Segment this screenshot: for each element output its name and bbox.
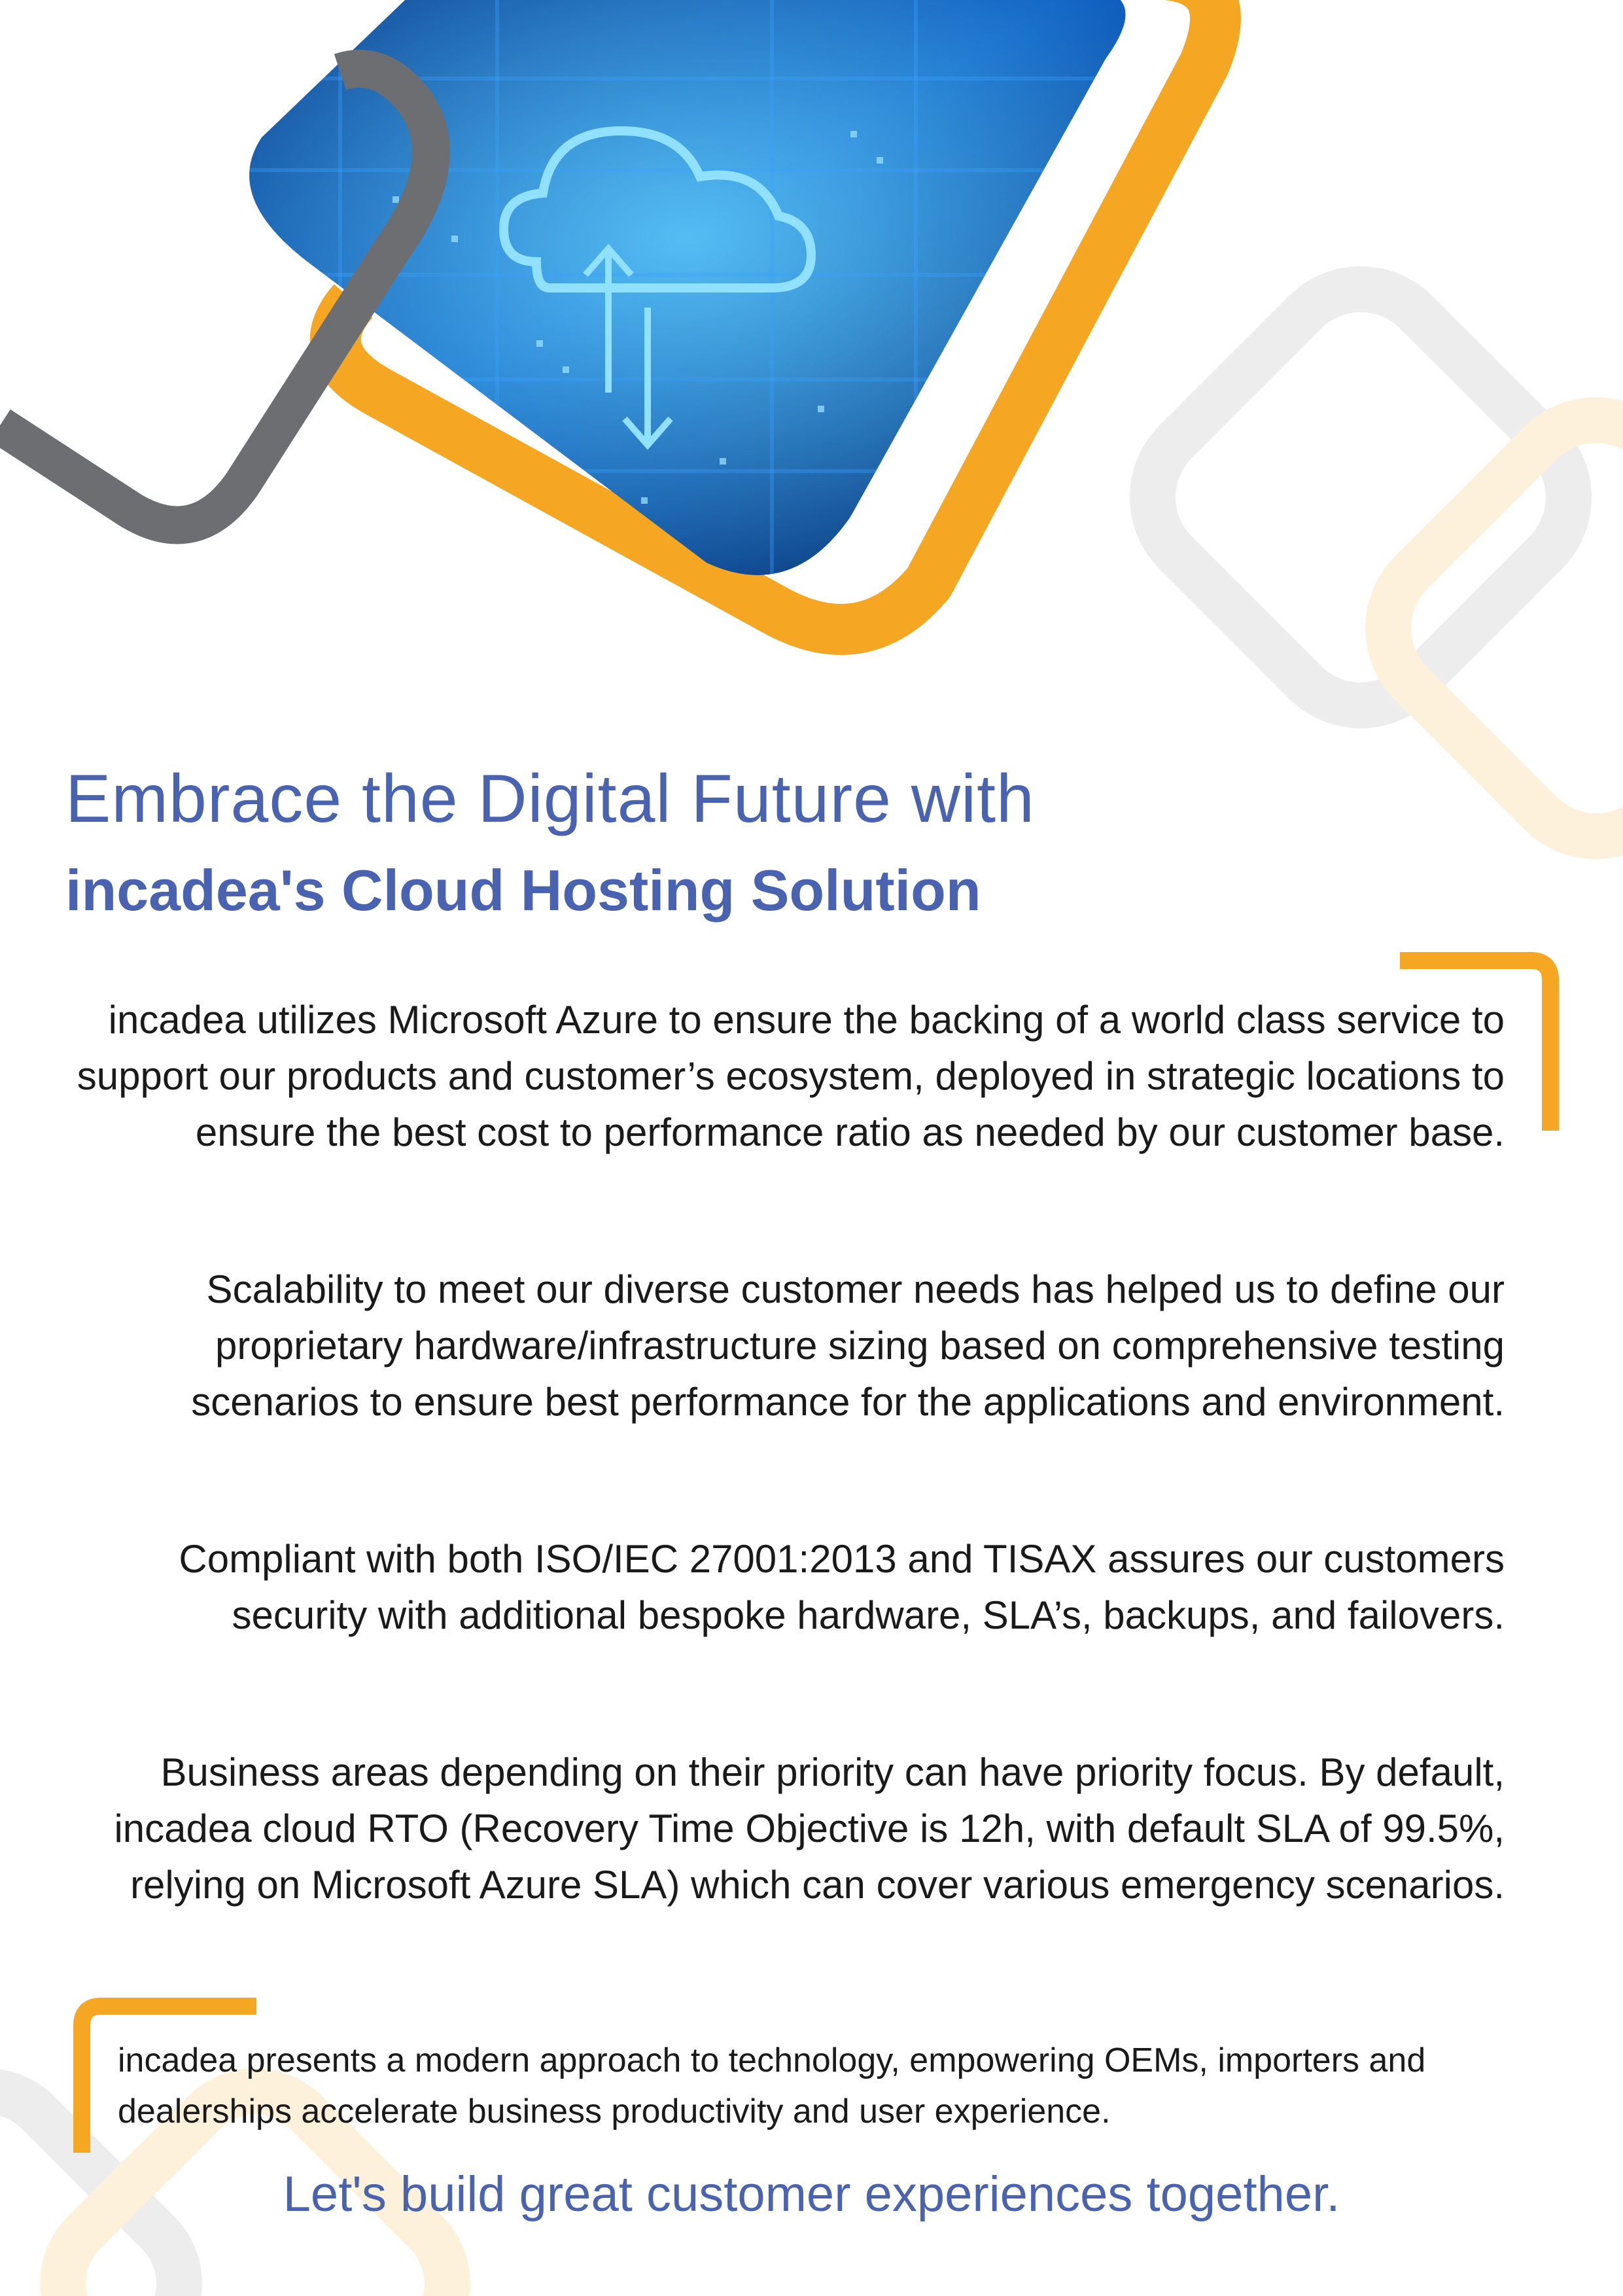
paragraph-compliance: Compliant with both ISO/IEC 27001:2013 and TISAX assures our customers security with additional bespoke hardware, SLA’s, backups, and failovers.: [179, 1537, 1505, 1637]
paragraph-scalability: Scalability to meet our diverse customer needs has helped us to define our proprietary hardware/infrastructure sizing based on comprehensive testing scenarios to ensure best performance for the applications and environment.: [191, 1267, 1505, 1424]
headline-line-1: Embrace the Digital Future with: [65, 761, 1035, 837]
paragraph-azure: incadea utilizes Microsoft Azure to ensure the backing of a world class service to support our products and customer’s ecosystem, deployed in strategic locations to ensure the best cost to performance ratio as needed by our customer base.: [77, 998, 1505, 1154]
closing-note: incadea presents a modern approach to technology, empowering OEMs, importers and dealerships accelerate business productivity and user experience.: [118, 2041, 1426, 2130]
paragraph-business-areas: Business areas depending on their priority can have priority focus. By default, incadea cloud RTO (Recovery Time Objective is 12h, with default SLA of 99.5%, relying on Microsoft Azure SLA) which can cover various emergency scenarios.: [114, 1750, 1505, 1907]
hero-artwork: [0, 0, 1623, 720]
headline-line-2: incadea's Cloud Hosting Solution: [65, 858, 981, 923]
call-to-action: Let's build great customer experiences together.: [283, 2166, 1340, 2222]
